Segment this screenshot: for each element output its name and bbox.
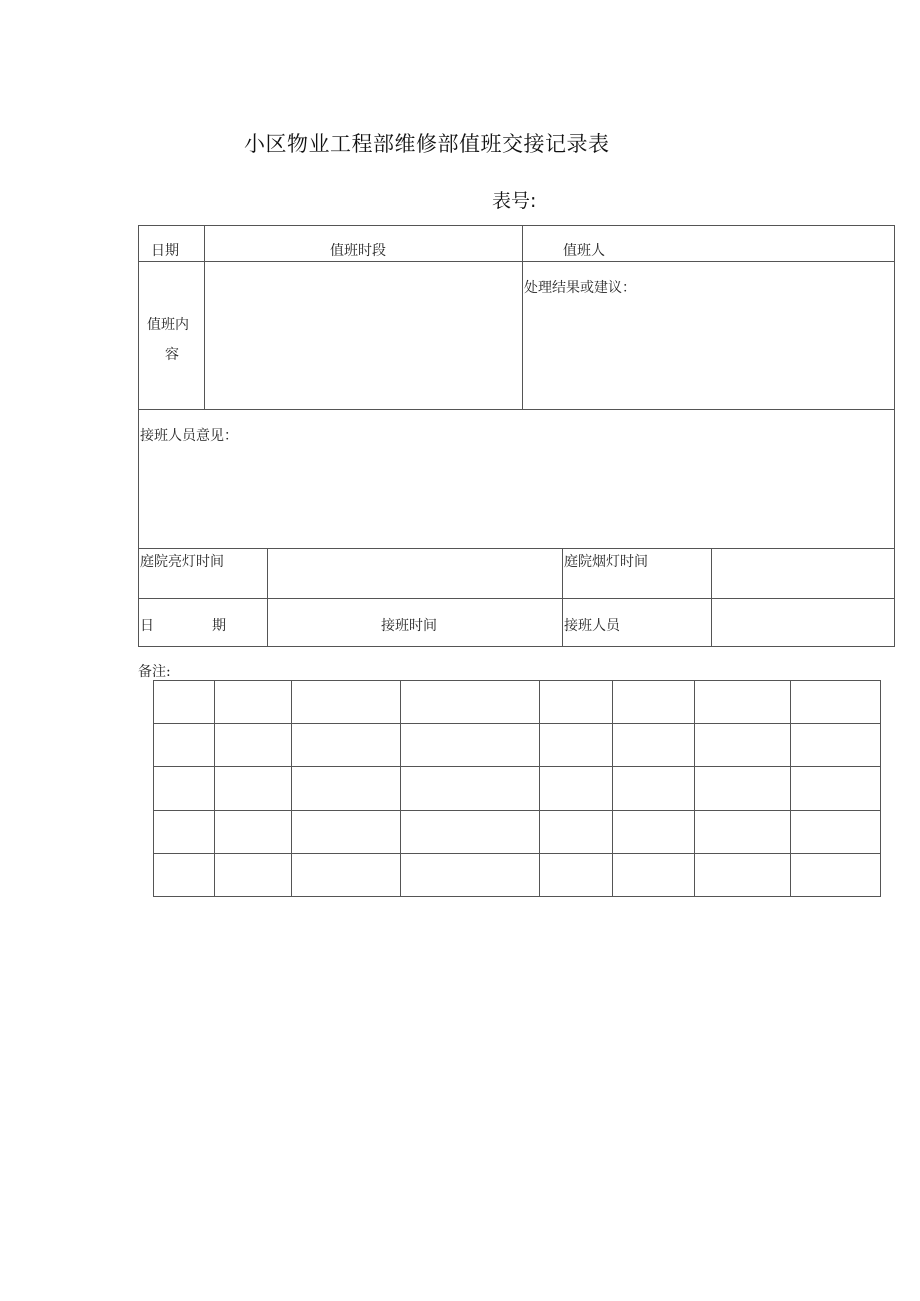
notes-grid-cell	[215, 681, 292, 724]
notes-grid-row	[154, 724, 881, 767]
successor-opinion-label: 接班人员意见：	[140, 428, 238, 444]
notes-grid-row	[154, 681, 881, 724]
notes-grid-cell	[154, 681, 215, 724]
notes-grid-cell	[791, 724, 881, 767]
date-header: 日期	[151, 243, 179, 259]
column-divider	[522, 226, 523, 409]
notes-grid-cell	[215, 767, 292, 810]
successor-label: 接班人员	[564, 618, 620, 634]
row-divider	[139, 598, 894, 599]
notes-grid-cell	[613, 767, 695, 810]
light-off-time-label: 庭院烟灯时间	[564, 554, 648, 570]
light-on-time-label: 庭院亮灯时间	[140, 554, 224, 570]
notes-grid-cell	[292, 681, 401, 724]
notes-grid-cell	[154, 767, 215, 810]
duty-content-label-cont: 容	[165, 347, 179, 363]
date-label-char: 日	[140, 618, 154, 634]
notes-grid-cell	[791, 767, 881, 810]
notes-grid-cell	[613, 853, 695, 896]
notes-grid-cell	[695, 767, 791, 810]
notes-grid-cell	[215, 853, 292, 896]
row-divider	[139, 261, 894, 262]
notes-grid-cell	[401, 681, 540, 724]
notes-grid-cell	[154, 724, 215, 767]
notes-grid-cell	[154, 853, 215, 896]
notes-grid-cell	[613, 810, 695, 853]
notes-grid-cell	[695, 724, 791, 767]
notes-grid-cell	[401, 767, 540, 810]
form-number-label: 表号:	[492, 190, 537, 212]
notes-grid-cell	[695, 810, 791, 853]
notes-grid-cell	[791, 853, 881, 896]
notes-grid-cell	[401, 810, 540, 853]
notes-grid-cell	[791, 681, 881, 724]
row-divider	[139, 409, 894, 410]
notes-grid-cell	[540, 681, 613, 724]
handling-result-label: 处理结果或建议：	[524, 280, 636, 296]
notes-grid-row	[154, 767, 881, 810]
notes-grid	[153, 680, 881, 897]
notes-label: 备注:	[138, 664, 171, 680]
notes-grid-cell	[215, 724, 292, 767]
shift-period-header: 值班时段	[330, 243, 386, 259]
notes-grid-cell	[540, 724, 613, 767]
notes-grid-cell	[292, 810, 401, 853]
notes-grid-row	[154, 853, 881, 896]
column-divider	[562, 548, 563, 646]
page-title: 小区物业工程部维修部值班交接记录表	[244, 132, 610, 156]
notes-grid-cell	[401, 724, 540, 767]
column-divider	[267, 548, 268, 646]
notes-grid-cell	[292, 724, 401, 767]
notes-grid-cell	[401, 853, 540, 896]
on-duty-person-header: 值班人	[563, 243, 605, 259]
handover-time-label: 接班时间	[381, 618, 437, 634]
notes-grid-cell	[695, 853, 791, 896]
notes-grid-cell	[540, 767, 613, 810]
column-divider	[204, 226, 205, 409]
notes-grid-cell	[540, 810, 613, 853]
handover-record-table	[138, 225, 895, 647]
duty-content-label: 值班内	[147, 317, 189, 333]
notes-grid-cell	[540, 853, 613, 896]
row-divider	[139, 548, 894, 549]
notes-grid-cell	[215, 810, 292, 853]
notes-grid-cell	[292, 767, 401, 810]
notes-grid-cell	[292, 853, 401, 896]
notes-grid-cell	[154, 810, 215, 853]
notes-grid-cell	[791, 810, 881, 853]
notes-grid-cell	[613, 681, 695, 724]
column-divider	[711, 548, 712, 646]
date-label-char: 期	[212, 618, 226, 634]
notes-grid-cell	[695, 681, 791, 724]
notes-grid-row	[154, 810, 881, 853]
notes-grid-cell	[613, 724, 695, 767]
